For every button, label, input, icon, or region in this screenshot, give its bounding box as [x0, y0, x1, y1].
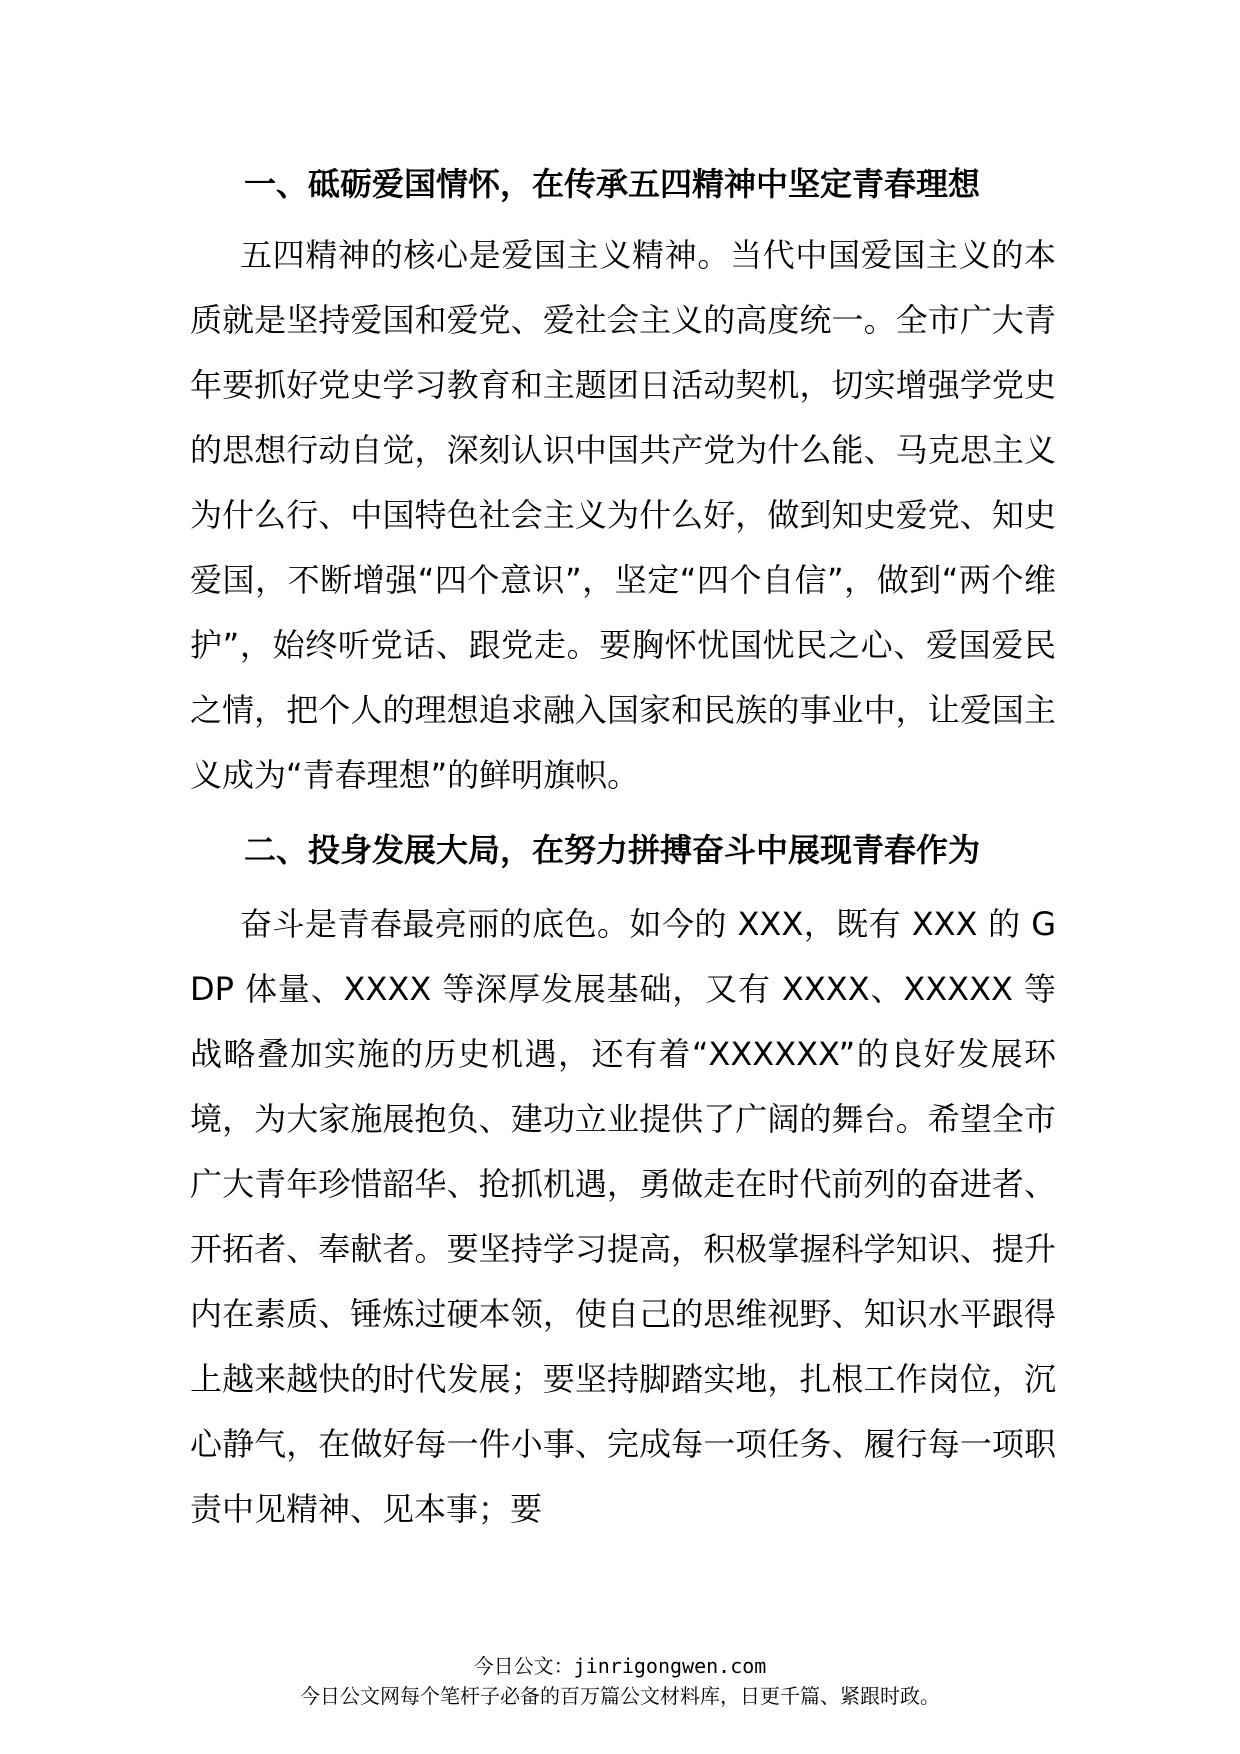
section-heading-2: 二、投身发展大局，在努力拼搏奋斗中展现青春作为 — [244, 831, 981, 869]
section-paragraph-2: 奋斗是青春最亮丽的底色。如今的 XXX，既有 XXX 的 GDP 体量、XXXX 等深厚发展基础，又有 XXXX、XXXXX 等战略叠加实施的历史机遇，还有着“XXXXXX”的良好发展环境，为大家施展抱负、建功立业提供了广阔的舞台。希望全市广大青年珍惜韶华、抢抓机遇，勇做走在时代前列的奋进者、开拓者、奉献者。要坚持学习提高，积极掌握科学知识、提升内在素质、锤炼过硬本领，使自己的思维视野、知识水平跟得上越来越快的时代发展；要坚持脚踏实地，扎根工作岗位，沉心静气，在做好每一件小事、完成每一项任务、履行每一项职责中见精神、见本事；要 — [190, 905, 1056, 1528]
section-paragraph-1: 五四精神的核心是爱国主义精神。当代中国爱国主义的本质就是坚持爱国和爱党、爱社会主义的高度统一。全市广大青年要抓好党史学习教育和主题团日活动契机，切实增强学党史的思想行动自觉，深刻认识中国共产党为什么能、马克思主义为什么行、中国特色社会主义为什么好，做到知史爱党、知史爱国，不断增强“四个意识”，坚定“四个自信”，做到“两个维护”，始终听党话、跟党走。要胸怀忧国忧民之心、爱国爱民之情，把个人的理想追求融入国家和民族的事业中，让爱国主义成为“青春理想”的鲜明旗帜。 — [190, 236, 1056, 794]
footer-site-label: 今日公文： — [473, 1654, 574, 1678]
footer-slogan: 今日公文网每个笔杆子必备的百万篇公文材料库，日更千篇、紧跟时政。 — [300, 1684, 940, 1708]
section-heading-1: 一、砥砺爱国情怀，在传承五四精神中坚定青春理想 — [244, 165, 981, 203]
footer-site-line — [0, 1652, 1240, 1680]
footer-site-url[interactable]: jinrigongwen.com — [573, 1654, 767, 1678]
document-body — [190, 162, 1056, 1542]
